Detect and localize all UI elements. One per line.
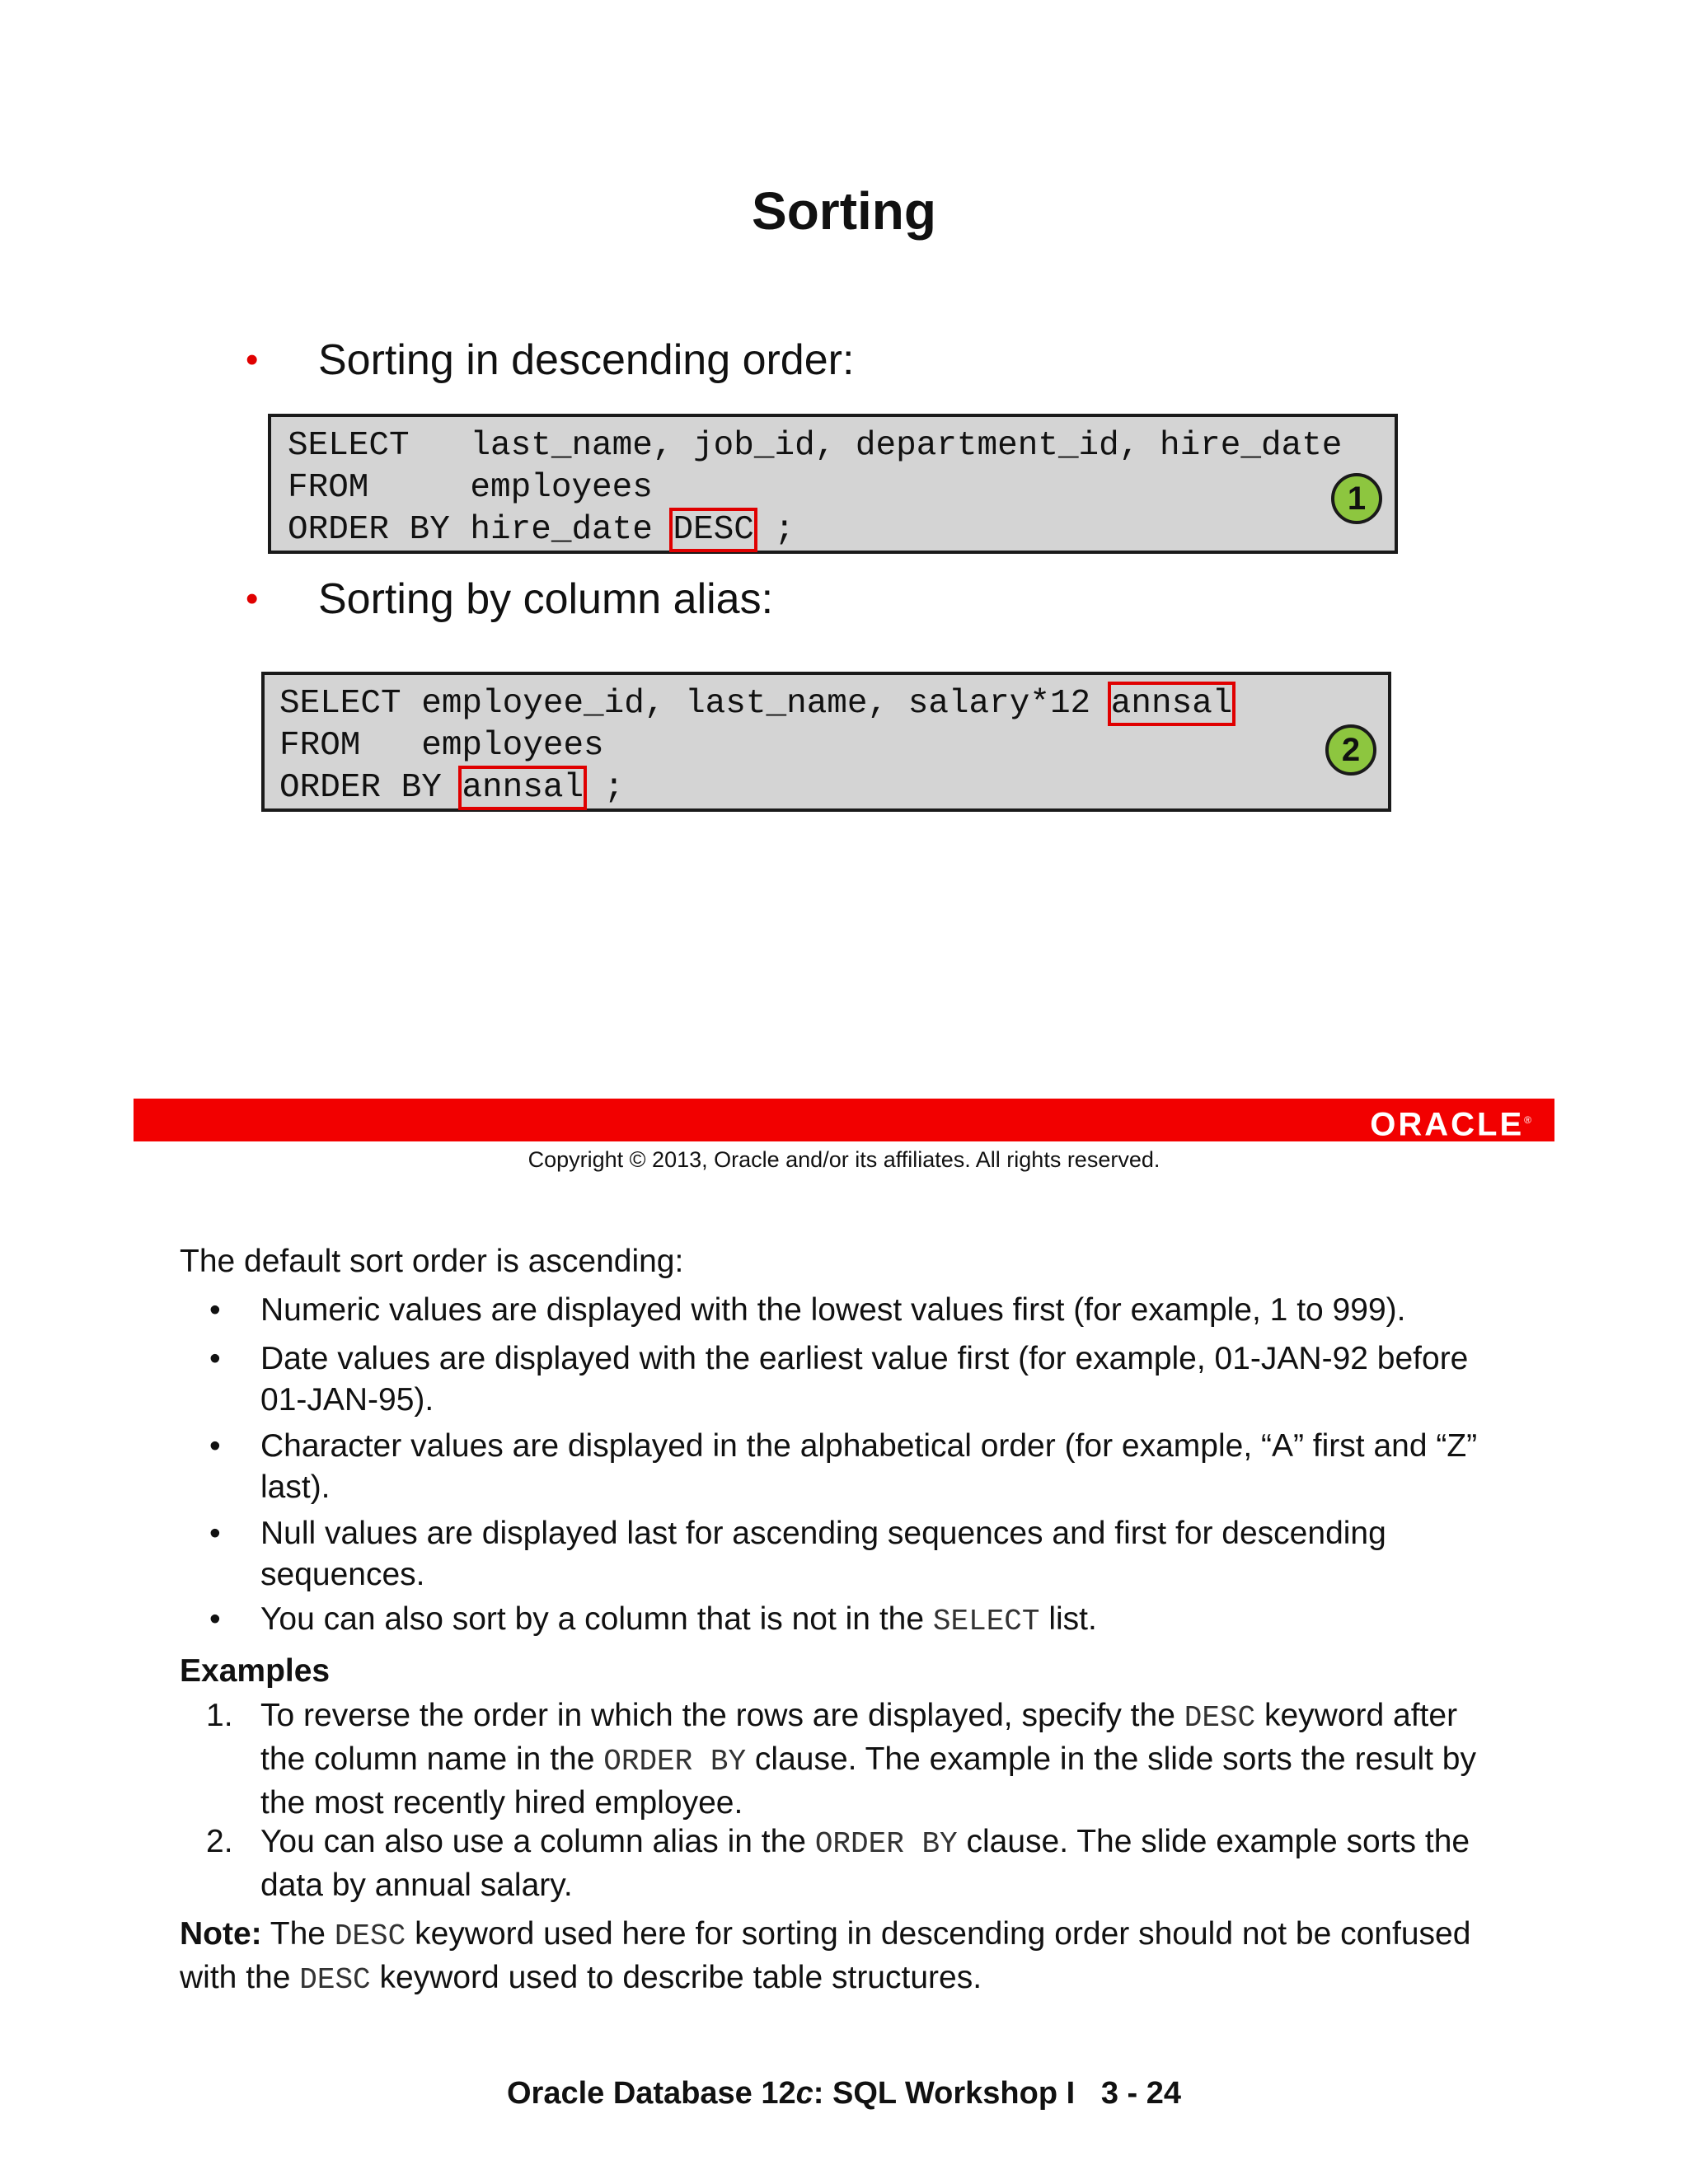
- code-block-alias: [261, 672, 1391, 812]
- code-line: [288, 425, 1395, 467]
- note-paragraph: Note: The DESC keyword used here for sorting in descending order should not be confused with the DESC keyword used to describe table structures.: [180, 1916, 1471, 1997]
- notes-bullet-null: • Null values are displayed last for ascending sequences and first for descending sequences.: [260, 1513, 1386, 1596]
- slide-bullet-alias: [246, 574, 774, 625]
- code-line: [288, 509, 1395, 551]
- bullet-label: Sorting by column alias:: [318, 575, 774, 623]
- code-text: ORDER BY hire_date: [288, 511, 653, 549]
- example-2: 2. You can also use a column alias in the ORDER BY clause. The slide example sorts the data by annual salary.: [260, 1821, 1470, 1906]
- code-line: FROM employees: [279, 727, 604, 765]
- code-text: last_name, job_id, department_id, hire_date: [470, 427, 1343, 465]
- bullet-label: Sorting in descending order:: [318, 336, 855, 384]
- notes-bullet-numeric: • Numeric values are displayed with the lowest values first (for example, 1 to 999).: [260, 1290, 1405, 1331]
- code-line: [279, 767, 1388, 809]
- copyright-text: Copyright © 2013, Oracle and/or its affiliates. All rights reserved.: [528, 1147, 1160, 1172]
- code-line: [279, 683, 1388, 725]
- list-number: 2.: [206, 1824, 233, 1859]
- bullet-dot: •: [246, 340, 259, 380]
- example-1: 1. To reverse the order in which the rows are displayed, specify the DESC keyword after the column name in the ORDER BY clause. The example in the slide sorts the result by the most recently hired employee.: [260, 1695, 1476, 1824]
- highlight-annsal-select: annsal: [1110, 685, 1233, 723]
- code-block-descending: [268, 414, 1398, 554]
- bullet-dot: •: [209, 1341, 221, 1376]
- bullet-dot: •: [209, 1601, 221, 1637]
- note-label: Note:: [180, 1916, 262, 1952]
- oracle-footer-band: [134, 1099, 1554, 1141]
- code-text: SELECT employee_id, last_name, salary*12: [279, 685, 1091, 723]
- examples-heading: Examples: [180, 1653, 331, 1689]
- highlight-desc: DESC: [673, 511, 754, 549]
- list-number: 1.: [206, 1698, 233, 1733]
- callout-badge-1: 1: [1331, 473, 1382, 524]
- bullet-dot: •: [246, 579, 259, 619]
- notes-bullet-date: • Date values are displayed with the earliest value first (for example, 01-JAN-92 before 01-JAN-95).: [260, 1338, 1468, 1421]
- callout-badge-2: 2: [1325, 724, 1376, 776]
- page-footer: Oracle Database 12c: SQL Workshop I 3 - 24: [506, 2076, 1182, 2111]
- bullet-dot: •: [209, 1428, 221, 1464]
- notes-intro: The default sort order is ascending:: [180, 1244, 684, 1279]
- oracle-logo: ORACLE®: [1370, 1106, 1531, 1143]
- slide-bullet-descending: [246, 335, 855, 386]
- bullet-dot: •: [209, 1516, 221, 1551]
- code-text: ORDER BY: [279, 769, 442, 807]
- code-line: FROM employees: [288, 469, 653, 507]
- code-text: ;: [753, 511, 795, 549]
- notes-bullet-select: • You can also sort by a column that is not in the SELECT list.: [260, 1599, 1097, 1643]
- notes-bullet-character: • Character values are displayed in the alphabetical order (for example, “A” first and “Z” last).: [260, 1426, 1477, 1508]
- slide-title: Sorting: [752, 181, 936, 241]
- bullet-dot: •: [209, 1292, 221, 1328]
- highlight-annsal-order: annsal: [462, 769, 584, 807]
- code-text: ;: [584, 769, 625, 807]
- code-keyword: SELECT: [288, 427, 471, 465]
